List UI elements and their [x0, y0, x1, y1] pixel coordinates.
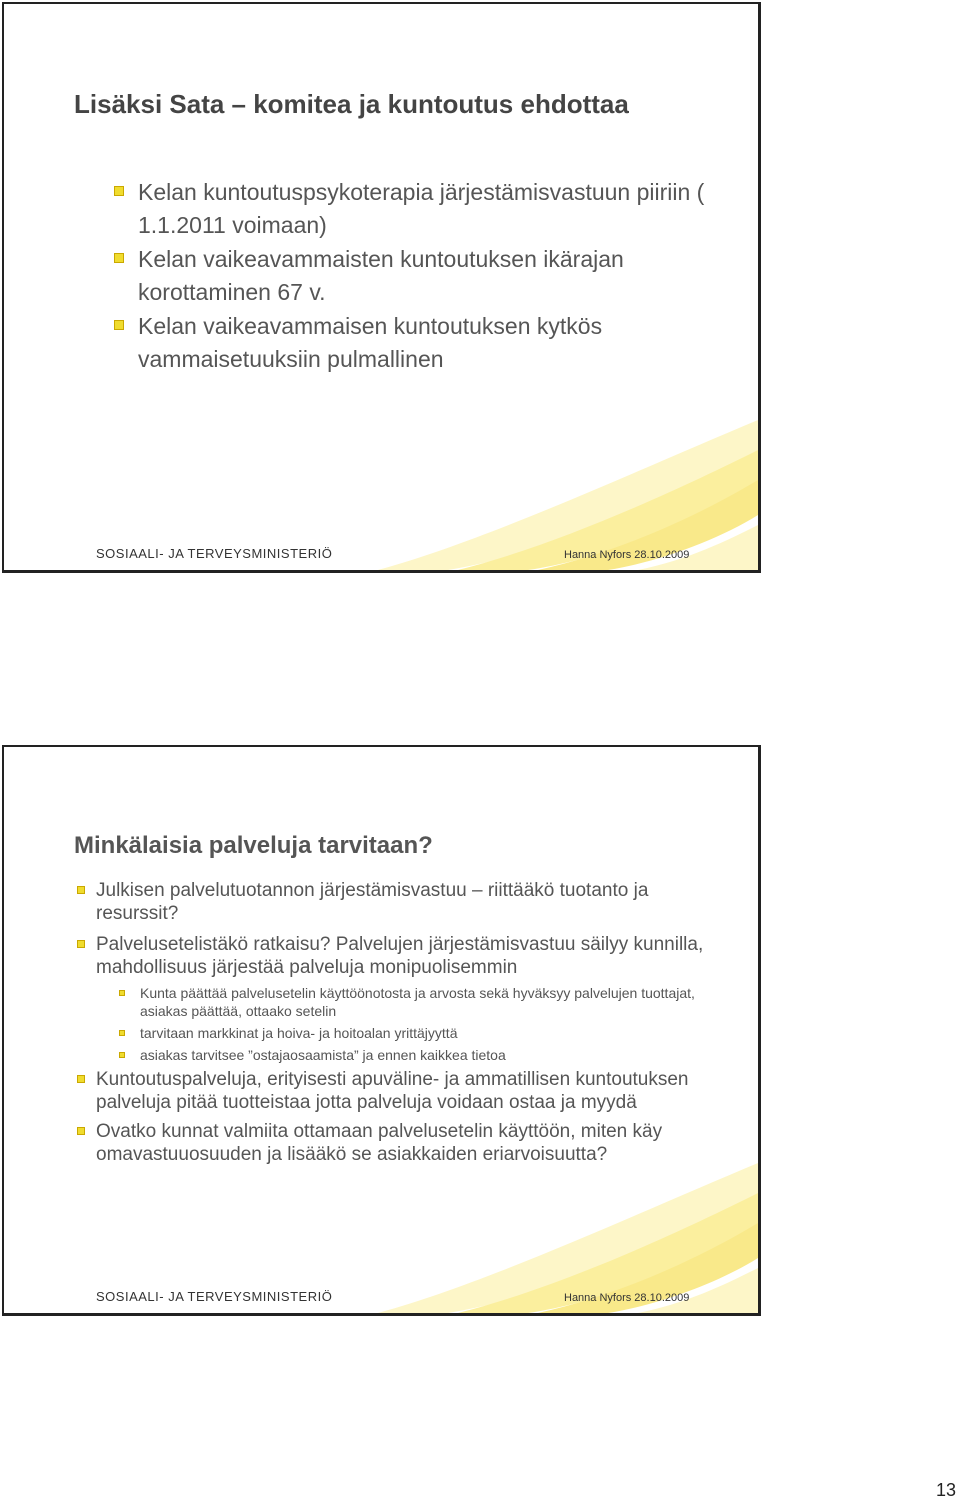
- list-item: Palvelusetelistäkö ratkaisu? Palvelujen järjestämisvastuu säilyy kunnilla, mahdollisuus järjestää palveluja monipuolisemmin Kunta päättää palvelusetelin käyttöönotosta ja arvosta sekä hyväksyy palvelujen tuottajat, asiakas päättää, ottaako setelin tarvitaan markkinat ja hoiva- ja hoitoalan yrittäjyyttä asiakas tarvitsee ”ostajaosaamista” ja ennen kaikkea tietoa: [74, 933, 714, 1064]
- footer-author-date: Hanna Nyfors 28.10.2009: [564, 1292, 690, 1304]
- bullet-square-icon: [77, 1075, 85, 1083]
- bullet-square-icon: [77, 886, 85, 894]
- sub-list-item: asiakas tarvitsee ”ostajaosaamista” ja ennen kaikkea tietoa: [118, 1046, 714, 1064]
- list-item: Ovatko kunnat valmiita ottamaan palvelusetelin käyttöön, miten käy omavastuuosuuden ja lisääkö se asiakkaiden eriarvoisuutta?: [74, 1120, 714, 1166]
- list-item: Kelan vaikeavammaisen kuntoutuksen kytkös vammaisetuuksiin pulmallinen: [110, 310, 730, 376]
- bullet-square-icon: [119, 1030, 125, 1036]
- yellow-swoosh-decoration: [338, 410, 758, 570]
- bullet-square-icon: [119, 990, 125, 996]
- footer-author-date: Hanna Nyfors 28.10.2009: [564, 549, 690, 561]
- footer-organization: SOSIAALI- JA TERVEYSMINISTERIÖ: [96, 1289, 333, 1304]
- bullet-list: [110, 176, 730, 377]
- slide-title: Minkälaisia palveluja tarvitaan?: [74, 832, 433, 859]
- sub-list-item: tarvitaan markkinat ja hoiva- ja hoitoalan yrittäjyyttä: [118, 1024, 714, 1042]
- list-item: Kuntoutuspalveluja, erityisesti apuväline- ja ammatillisen kuntoutuksen palveluja pitää tuotteistaa jotta palveluja voidaan ostaa ja myydä: [74, 1068, 714, 1114]
- slide-title: Lisäksi Sata – komitea ja kuntoutus ehdottaa: [74, 89, 629, 119]
- list-item: Kelan kuntoutuspsykoterapia järjestämisvastuun piiriin ( 1.1.2011 voimaan): [110, 176, 730, 242]
- bullet-square-icon: [114, 320, 124, 330]
- list-item: Kelan vaikeavammaisten kuntoutuksen ikärajan korottaminen 67 v.: [110, 243, 730, 309]
- yellow-swoosh-decoration: [338, 1153, 758, 1313]
- page-number: 13: [935, 1480, 956, 1500]
- slide-2: [2, 745, 761, 1316]
- slide-1: [2, 2, 761, 573]
- sub-list-item: Kunta päättää palvelusetelin käyttöönotosta ja arvosta sekä hyväksyy palvelujen tuottajat, asiakas päättää, ottaako setelin: [118, 984, 714, 1020]
- footer-organization: SOSIAALI- JA TERVEYSMINISTERIÖ: [96, 546, 333, 561]
- bullet-list: [74, 879, 714, 1166]
- bullet-square-icon: [114, 186, 124, 196]
- bullet-square-icon: [77, 940, 85, 948]
- list-item: Julkisen palvelutuotannon järjestämisvastuu – riittääkö tuotanto ja resurssit?: [74, 879, 714, 925]
- sub-bullet-list: [118, 984, 714, 1064]
- bullet-square-icon: [119, 1052, 125, 1058]
- bullet-square-icon: [114, 253, 124, 263]
- bullet-square-icon: [77, 1127, 85, 1135]
